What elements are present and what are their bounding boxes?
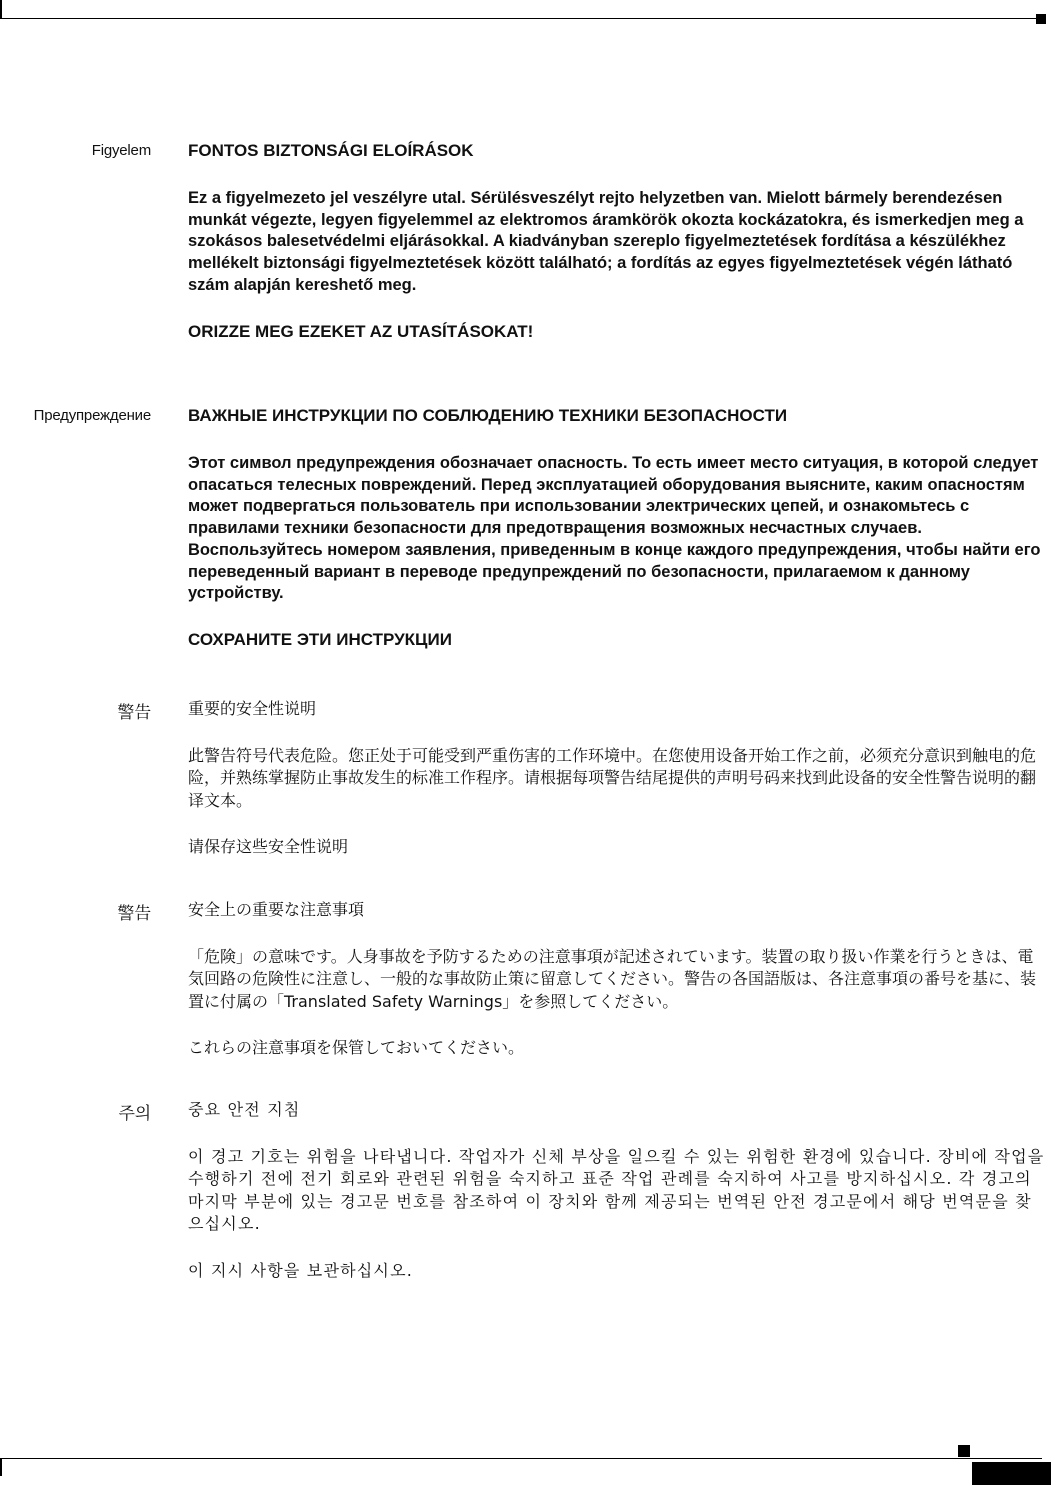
footer-rule <box>0 1458 1042 1459</box>
warning-save-instruction: これらの注意事項を保管しておいてください。 <box>188 1038 525 1057</box>
warning-save-instruction: СОХРАНИТЕ ЭТИ ИНСТРУКЦИИ <box>188 629 452 649</box>
header-marker <box>1036 14 1046 24</box>
warning-save-instruction: 이 지시 사항을 보관하십시오. <box>188 1260 414 1280</box>
warning-body: Ez a figyelmezeto jel veszélyre utal. Sérülésveszélyt rejto helyzetben van. Mielott bármely berendezésen munkát végezte, legyen figyelemmel az elektromos áramkörök okozta kockázatokra, és ismerkedjen meg a szokásos balesetvédelmi eljárásokkal. A kiadványban szereplo figyelmeztetések fordítása a készülékhez mellékelt biztonsági figyelmeztetések között található; a fordítás az egyes figyelmeztetések végén látható szám alapján kereshető meg. <box>188 189 1024 294</box>
header-rule <box>0 18 1042 19</box>
footer-tab <box>972 1462 1051 1485</box>
warning-title: 安全上の重要な注意事項 <box>188 900 365 919</box>
warning-label: 警告 <box>117 904 151 923</box>
warning-body: 이 경고 기호는 위험을 나타냅니다. 작업자가 신체 부상을 일으킬 수 있는 위험한 환경에 있습니다. 장비에 작업을 수행하기 전에 전기 회로와 관련된 위험을 숙지하고 표준 작업 관례를 숙지하여 사고를 방지하십시오. 각 경고의 마지막 부분에 있는 경고문 번호를 참조하여 이 장치와 함께 제공되는 번역된 안전 경고문에서 해당 번역문을 찾으십시오. <box>188 1146 1045 1233</box>
warning-title: 중요 안전 지침 <box>188 1100 301 1119</box>
warning-body: 此警告符号代表危险。您正处于可能受到严重伤害的工作环境中。在您使用设备开始工作之前，必须充分意识到触电的危险，并熟练掌握防止事故发生的标准工作程序。请根据每项警告结尾提供的声明号码来找到此设备的安全性警告说明的翻译文本。 <box>188 745 1037 810</box>
warning-title: ВАЖНЫЕ ИНСТРУКЦИИ ПО СОБЛЮДЕНИЮ ТЕХНИКИ БЕЗОПАСНОСТИ <box>188 406 788 425</box>
bottom-left-tick <box>0 1458 2 1476</box>
warning-title: FONTOS BIZTONSÁGI ELOÍRÁSOK <box>188 141 474 160</box>
warning-title: 重要的安全性说明 <box>188 699 317 718</box>
warning-save-instruction: ORIZZE MEG EZEKET AZ UTASÍTÁSOKAT! <box>188 321 534 341</box>
warning-save-instruction: 请保存这些安全性说明 <box>188 837 349 856</box>
warning-label: 警告 <box>117 703 151 722</box>
warning-label: 주의 <box>118 1104 151 1123</box>
warning-label: Предупреждение <box>33 407 151 424</box>
warning-body: Этот символ предупреждения обозначает опасность. То есть имеет место ситуация, в которой следует опасаться телесных повреждений. Перед эксплуатацией оборудования выясните, каким опасностям может подвергаться пользователь при использовании электрических цепей, и ознакомьтесь с правилами техники безопасности для предотвращения возможных несчастных случаев. Воспользуйтесь номером заявления, приведенным в конце каждого предупреждения, чтобы найти его переведенный вариант в переводе предупреждений по безопасности, прилагаемом к данному устройству. <box>188 454 1041 603</box>
warning-label: Figyelem <box>91 142 151 159</box>
top-left-tick <box>0 0 2 19</box>
warning-body: 「危険」の意味です。人身事故を予防するための注意事項が記述されています。装置の取り扱い作業を行うときは、電気回路の危険性に注意し、一般的な事故防止策に留意してください。警告の各国語版は、各注意事項の番号を基に、装置に付属の「Translated Safety Warnings」を参照してください。 <box>188 946 1037 1011</box>
footer-marker <box>958 1445 970 1457</box>
